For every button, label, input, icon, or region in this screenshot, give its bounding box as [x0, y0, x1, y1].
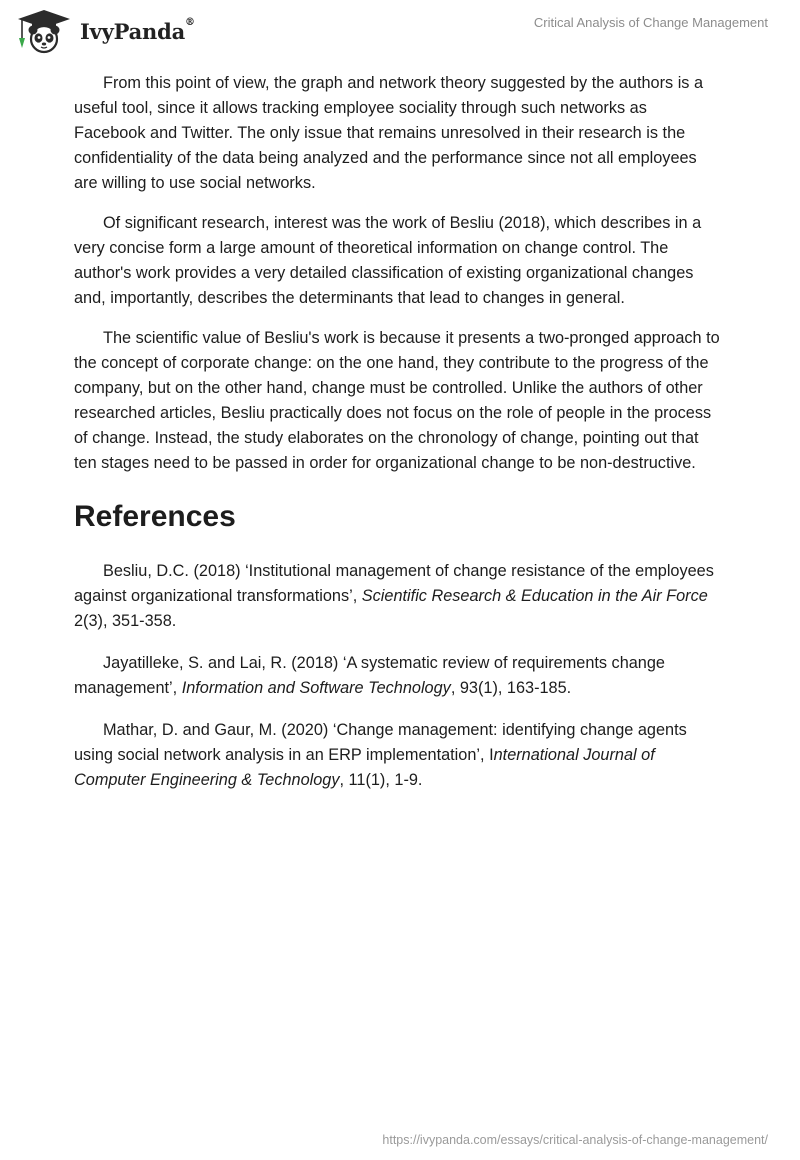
body-paragraph: From this point of view, the graph and network theory suggested by the authors is a useful tool, since it allows tracking employee sociality through such networks as Facebook and Twitter. The only issue that remains unresolved in their research is the confidentiality of the data being analyzed and the performance since not all employees are willing to use social networks. [74, 74, 704, 192]
brand-logo[interactable] [14, 8, 195, 54]
panda-graduation-cap-icon [14, 8, 74, 54]
document-body [74, 71, 722, 810]
reference-entry: Jayatilleke, S. and Lai, R. (2018) ‘A systematic review of requirements change management’, Information and Software Technology, 93(1), 163-185. [74, 654, 665, 697]
reference-entry: Mathar, D. and Gaur, M. (2020) ‘Change management: identifying change agents using social network analysis in an ERP implementation’, International Journal of Computer Engineering & Technology, 11(1), 1-9. [74, 721, 687, 789]
registered-mark: ® [185, 16, 195, 28]
body-paragraph: The scientific value of Besliu's work is because it presents a two-pronged approach to the concept of corporate change: on the one hand, they contribute to the progress of the company, but on the other hand, change must be controlled. Unlike the authors of other researched articles, Besliu practically does not focus on the role of people in the process of change. Instead, the study elaborates on the chronology of change, pointing out that ten stages need to be passed in order for organizational change to be non-destructive. [74, 329, 720, 472]
source-url-link[interactable]: https://ivypanda.com/essays/critical-analysis-of-change-management/ [382, 1133, 768, 1147]
brand-name: IvyPanda® [80, 16, 195, 44]
body-paragraph: Of significant research, interest was the work of Besliu (2018), which describes in a very concise form a large amount of theoretical information on change control. The author's work provides a very detailed classification of existing organizational changes and, importantly, describes the determinants that lead to changes in general. [74, 214, 702, 307]
references-heading: References [74, 500, 236, 533]
reference-entry: Besliu, D.C. (2018) ‘Institutional management of change resistance of the employees against organizational transformations’, Scientific Research & Education in the Air Force 2(3), 351-358. [74, 562, 714, 630]
page-header [0, 0, 800, 60]
running-title: Critical Analysis of Change Management [533, 15, 768, 30]
